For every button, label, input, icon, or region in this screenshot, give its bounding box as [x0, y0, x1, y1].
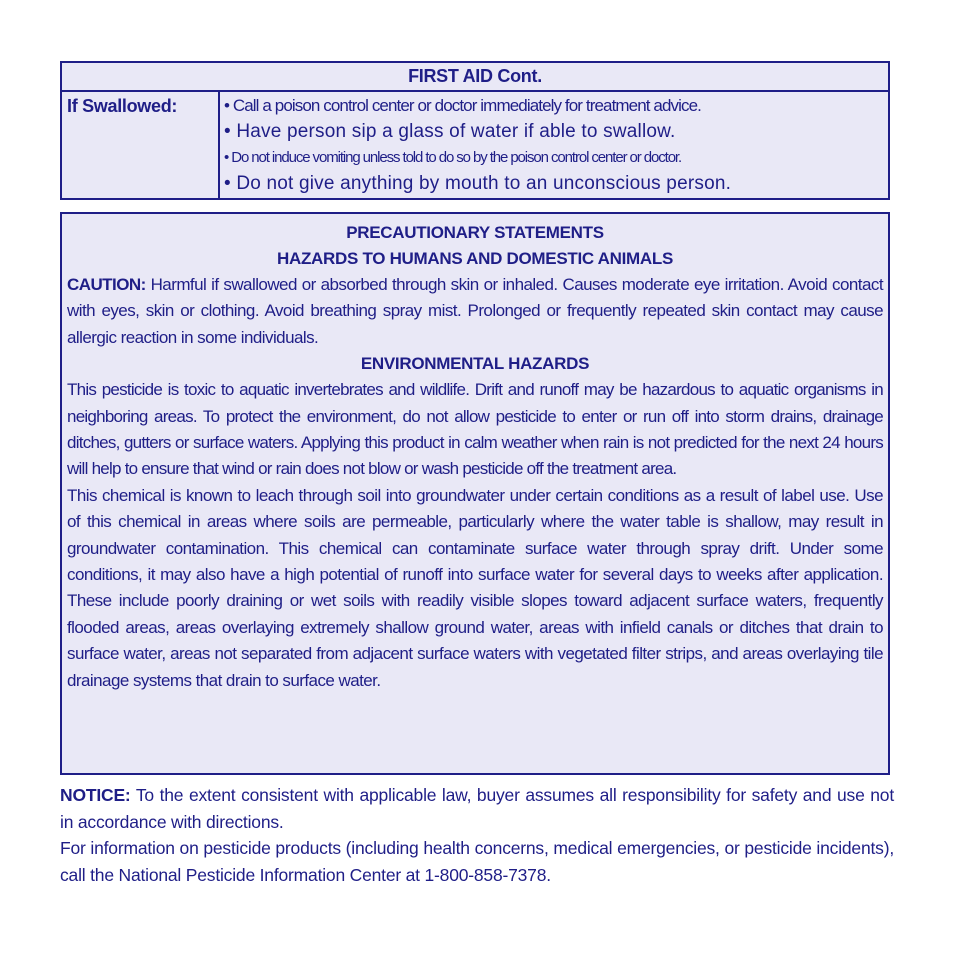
notice-label: NOTICE: — [60, 785, 131, 805]
hazards-subtitle: HAZARDS TO HUMANS AND DOMESTIC ANIMALS — [277, 249, 673, 268]
first-aid-box — [60, 61, 890, 200]
caution-label: CAUTION: — [67, 275, 146, 294]
first-aid-instructions — [220, 92, 888, 200]
notice-text: To the extent consistent with applicable law, buyer assumes all responsibility for safety and use not in accordance with directions. — [60, 785, 894, 832]
first-aid-title: FIRST AID Cont. — [62, 63, 888, 92]
first-aid-item: • Do not give anything by mouth to an unconscious person. — [224, 173, 732, 194]
first-aid-item: • Have person sip a glass of water if able to swallow. — [224, 121, 676, 142]
environmental-hazards-title: ENVIRONMENTAL HAZARDS — [360, 354, 590, 374]
first-aid-row — [62, 92, 888, 200]
if-swallowed-label: If Swallowed: — [62, 92, 220, 200]
precautionary-title: PRECAUTIONARY STATEMENTS — [346, 223, 604, 242]
groundwater-paragraph: This chemical is known to leach through soil into groundwater under certain conditions as a result of label use. Use of this chemical in areas where soils are permeable, particularly where the water table is shallow, may result in groundwater contamination. This chemical can contaminate surface water through spray drift. Under some conditions, it may also have a high potential of runoff into surface water for several days to weeks after application. These include poorly draining or wet soils with readily visible slopes toward adjacent surface waters, frequently flooded areas, areas overlaying extremely shallow ground water, areas with infield canals or ditches that drain to surface water, areas not separated from adjacent surface waters with vegetated filter strips, and areas overlaying tile drainage systems that drain to surface water. — [67, 485, 883, 690]
environmental-paragraph: This pesticide is toxic to aquatic invertebrates and wildlife. Drift and runoff may be hazardous to aquatic organisms in neighboring areas. To protect the environment, do not allow pesticide to enter or run off into storm drains, drainage ditches, gutters or surface waters. Applying this product in calm weather when rain is not predicted for the next 24 hours will help to ensure that wind or rain does not blow or wash pesticide off the treatment area. — [67, 380, 883, 479]
notice-paragraph — [60, 782, 894, 835]
caution-text: Harmful if swallowed or absorbed through skin or inhaled. Causes moderate eye irritation. Avoid contact with eyes, skin or clothing. Avoid breathing spray mist. Prolonged or frequently repeated skin contact may cause allergic reaction in some individuals. — [67, 275, 883, 347]
first-aid-item: • Do not induce vomiting unless told to do so by the poison control center or doctor. — [224, 149, 682, 166]
caution-paragraph — [67, 272, 883, 351]
precautionary-box — [60, 212, 890, 775]
pesticide-info-paragraph: For information on pesticide products (including health concerns, medical emergencies, or pesticide incidents), call the National Pesticide Information Center at 1-800-858-7378. — [60, 838, 894, 885]
first-aid-item: • Call a poison control center or doctor immediately for treatment advice. — [224, 96, 701, 115]
